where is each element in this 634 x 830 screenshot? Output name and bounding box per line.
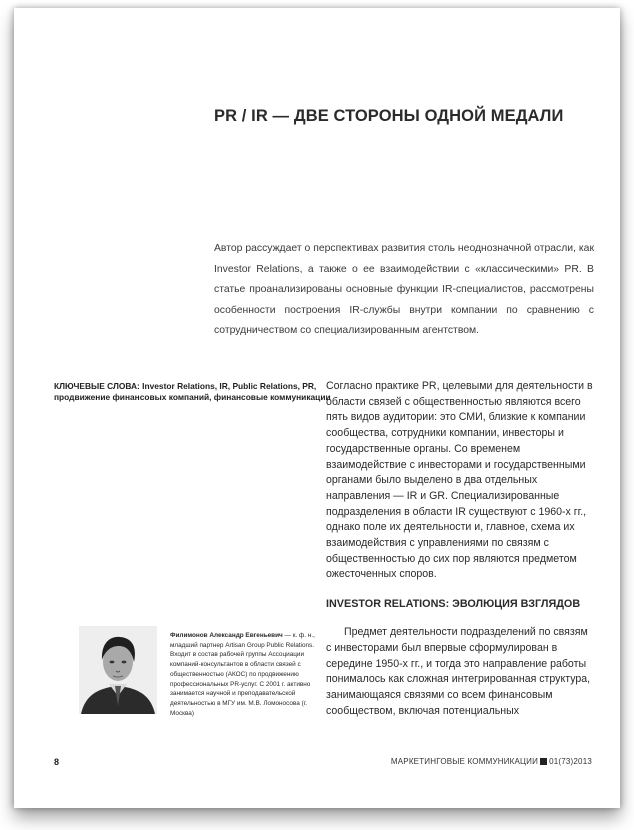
journal-name: МАРКЕТИНГОВЫЕ КОММУНИКАЦИИ <box>390 757 539 766</box>
body-paragraph: Согласно практике PR, целевыми для деятельности в области связей с общественностью являются всего пять видов аудитории: это СМИ, близкие к компании сообщества, сотрудники компании, инвесторы и государственные органы. Со временем взаимодействие с инвесторами и государственными органами было выделено в два отдельных направления — IR и GR. Специализированные подразделения в области IR существуют с 1960-х гг., однако поле их деятельности и, главное, схема их взаимодействия с управлениями по связям с общественностью до сих пор являются предметом ожесточенных споров. <box>326 380 593 581</box>
square-bullet-icon <box>540 758 547 765</box>
article-abstract: Автор рассуждает о перспективах развития столь неоднозначной отрасли, как Investor Relations, а также о ее взаимодействии с «классическими» PR. В статье проанализированы основные функции IR-специалистов, рассмотрены особенности построения IR-службы внутри компании по сравнению с сотрудничеством со специализированным агентством. <box>214 243 594 336</box>
page-number: 8 <box>54 757 60 767</box>
journal-footer <box>391 757 592 766</box>
body-column <box>326 379 594 719</box>
keywords: КЛЮЧЕВЫЕ СЛОВА: Investor Relations, IR, Public Relations, PR, продвижение финансовых компаний, финансовые коммуникации <box>54 381 331 402</box>
magazine-page <box>14 8 620 808</box>
author-bio <box>170 631 328 718</box>
author-description: — к. ф. н., младший партнер Artisan Group Public Relations. Входит в состав рабочей группы Ассоциации компаний-консультантов в области связей с общественностью (АКОС) по продвижению профессиональных PR-услуг. С 2001 г. активно занимается научной и преподавательской деятельностью в МГУ им. М.В. Ломоносова (г. Москва) <box>170 632 315 717</box>
section-heading: INVESTOR RELATIONS: ЭВОЛЮЦИЯ ВЗГЛЯДОВ <box>326 598 581 611</box>
author-photo <box>79 626 157 714</box>
body-paragraph: Предмет деятельности подразделений по связям с инвесторами был впервые сформулирован в середине 1950-х гг., и тогда это направление работы понималось как сложная интегрированная структура, занимающаяся связями со всем финансовым сообществом, включая потенциальных <box>326 626 591 717</box>
journal-issue: 01(73)2013 <box>549 757 592 766</box>
article-title: PR / IR — ДВЕ СТОРОНЫ ОДНОЙ МЕДАЛИ <box>214 107 564 125</box>
author-name: Филимонов Александр Евгеньевич <box>170 632 283 639</box>
